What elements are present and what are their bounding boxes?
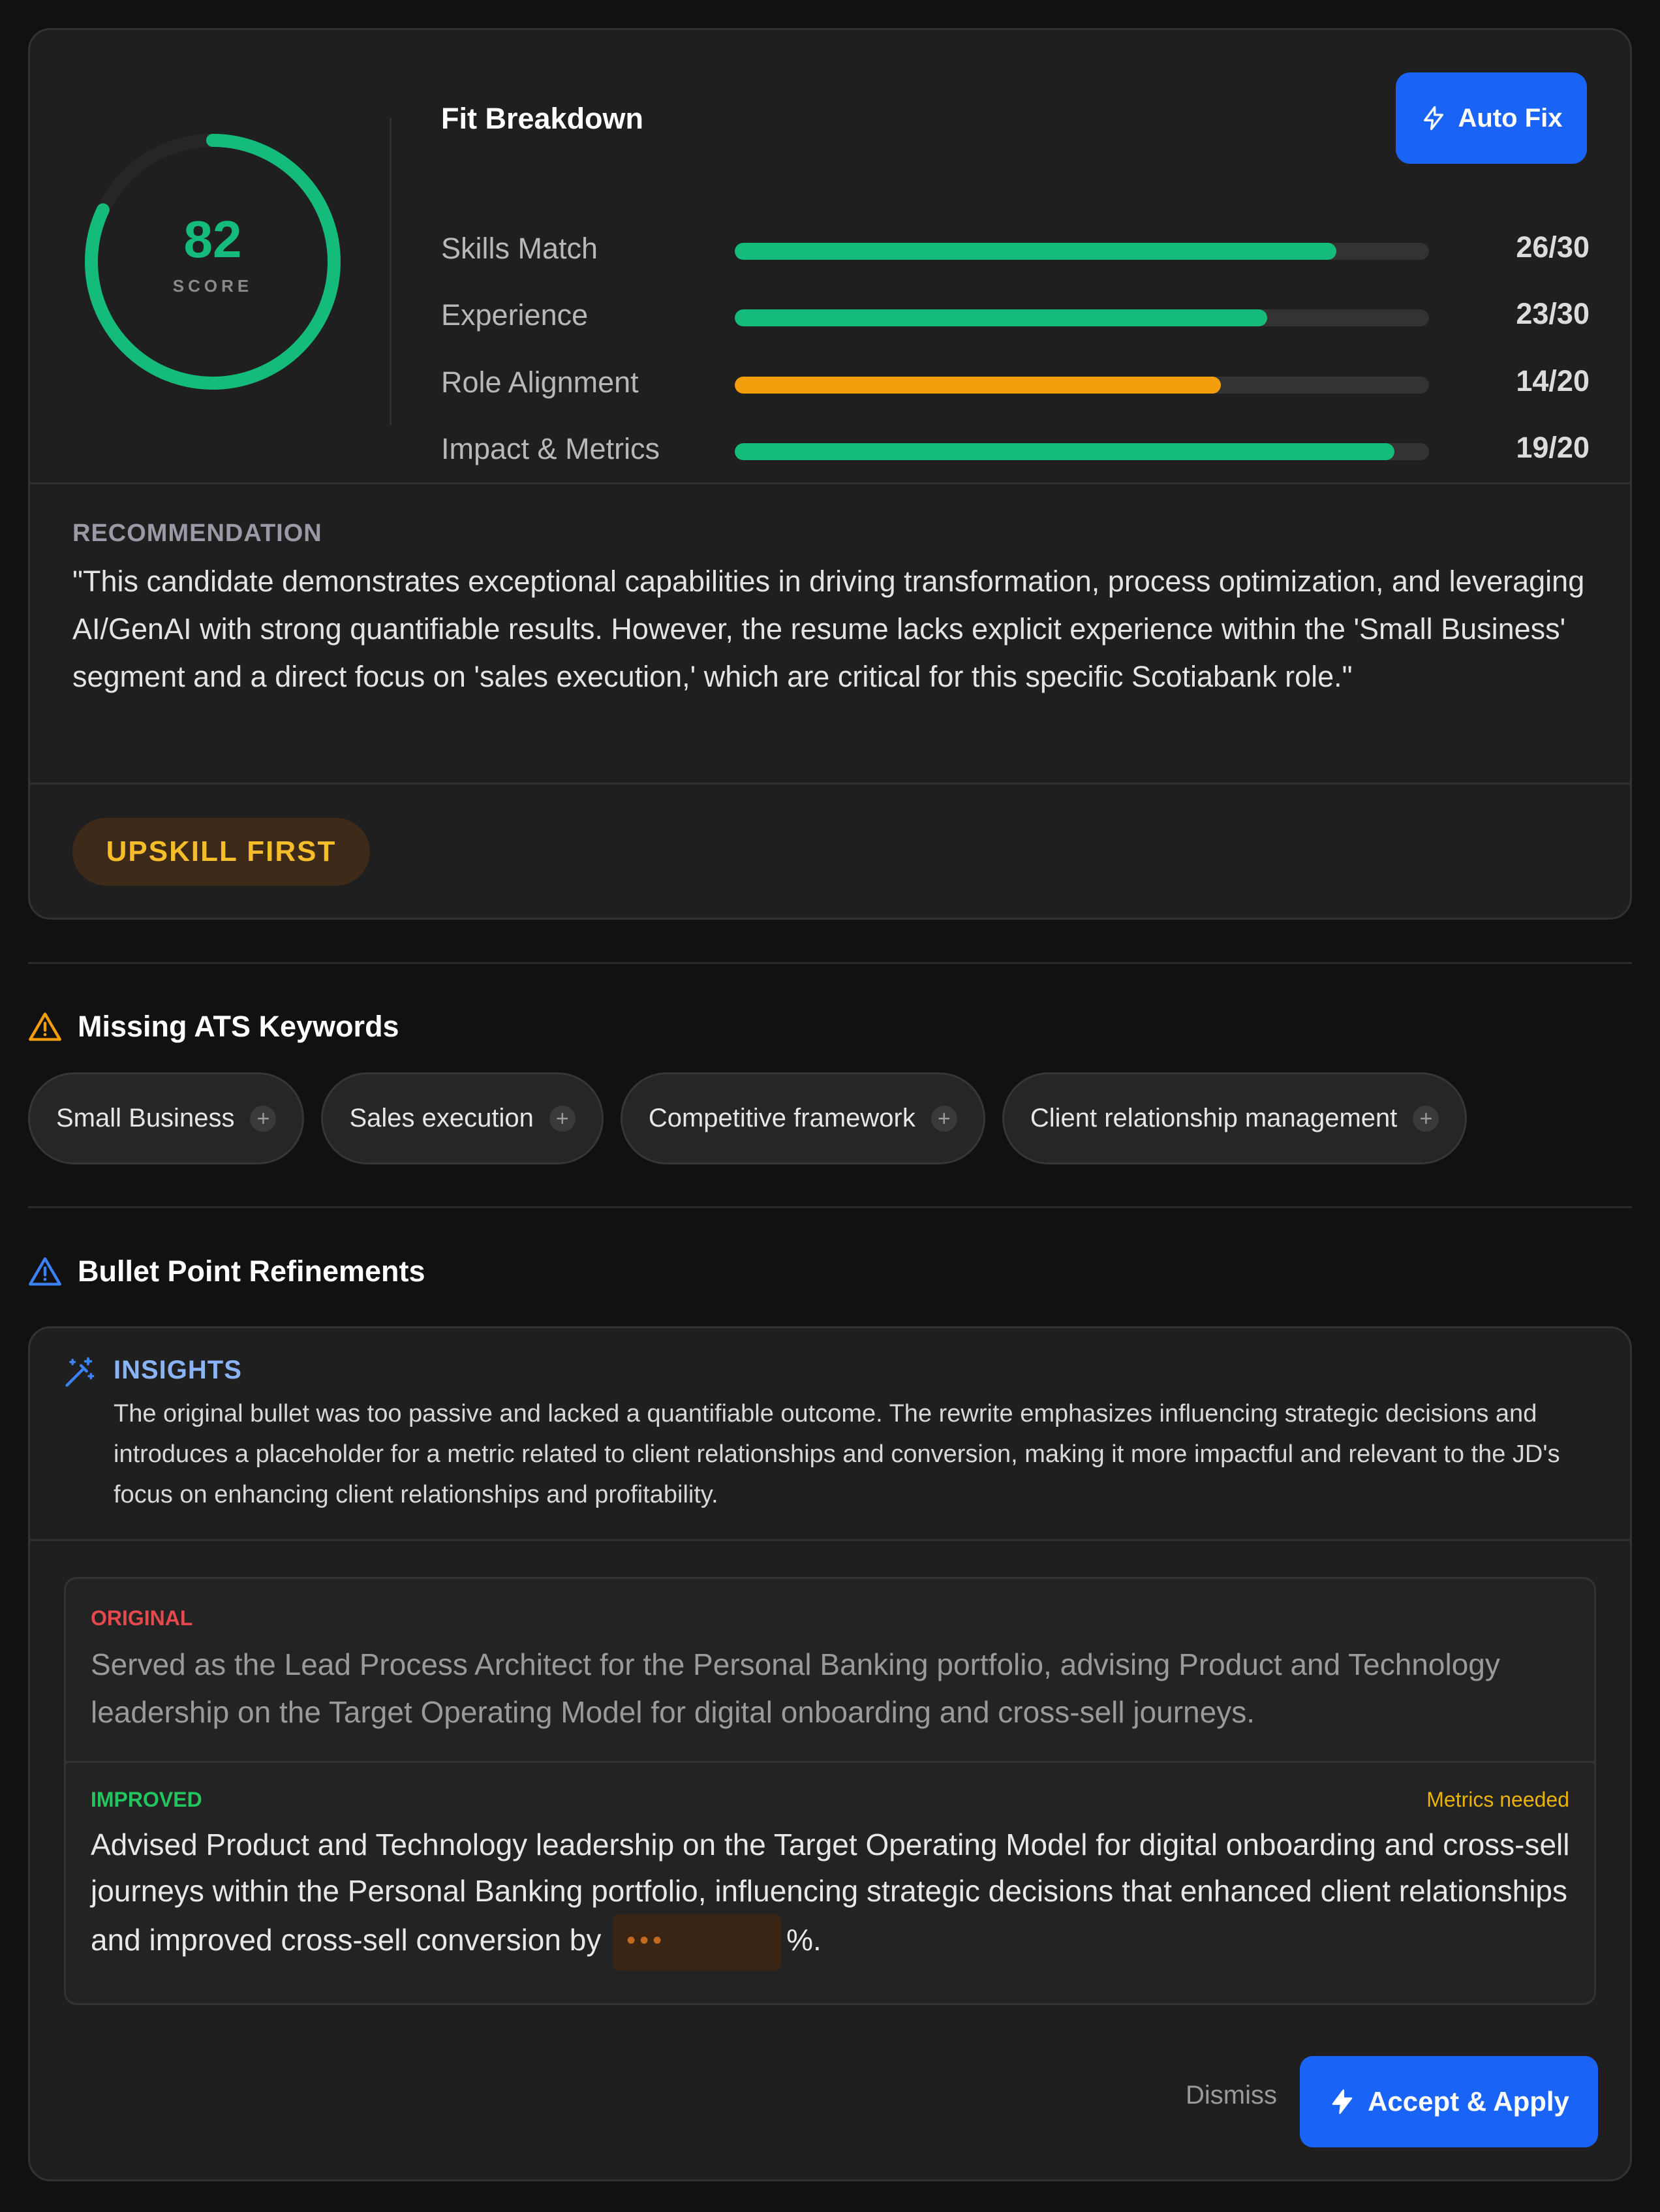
metric-value: 14/20: [1516, 364, 1590, 397]
auto-fix-button[interactable]: [1396, 72, 1587, 164]
recommendation-label: RECOMMENDATION: [72, 520, 322, 547]
keyword-chip-label: Competitive framework: [648, 1104, 915, 1132]
missing-keywords-header: [28, 1007, 399, 1046]
verdict-badge: UPSKILL FIRST: [72, 818, 370, 886]
divider: [30, 783, 1630, 785]
accept-apply-button[interactable]: [1300, 2056, 1598, 2147]
refinement-card: [28, 1326, 1632, 2181]
keyword-chip-label: Small Business: [56, 1104, 235, 1132]
metric-label: Skills Match: [441, 232, 598, 265]
improved-text: Advised Product and Technology leadership on the Target Operating Model for digital onboarding and cross-sell journeys within the Personal Banking portfolio, influencing strategic decisions that enhanced client relationships and improved cross-sell conversion by: [91, 1828, 1570, 1957]
lightning-icon: [1329, 2088, 1356, 2115]
warning-icon: [28, 1256, 62, 1287]
improved-suffix: %.: [786, 1923, 822, 1957]
plus-icon[interactable]: +: [549, 1106, 576, 1132]
original-text: Served as the Lead Process Architect for the Personal Banking portfolio, advising Product and Technology leadership on the Target Operating Model for digital onboarding and cross-sell journeys.: [91, 1647, 1500, 1729]
metric-bar-track: [735, 243, 1429, 260]
metric-bar-fill: [735, 243, 1336, 260]
refinements-title: Bullet Point Refinements: [78, 1254, 425, 1288]
section-divider: [28, 1206, 1632, 1208]
plus-icon[interactable]: +: [1413, 1106, 1439, 1132]
metrics-needed-badge: Metrics needed: [1426, 1788, 1569, 1811]
lightning-icon: [1421, 105, 1447, 131]
score-card: [28, 28, 1632, 920]
metric-placeholder-input[interactable]: •••: [613, 1914, 781, 1971]
keyword-chips: [28, 1072, 1467, 1164]
keyword-chip-label: Client relationship management: [1030, 1104, 1398, 1132]
auto-fix-label: Auto Fix: [1458, 103, 1563, 132]
section-divider: [28, 962, 1632, 964]
score-value: 82: [183, 210, 242, 268]
metric-value: 23/30: [1516, 297, 1590, 330]
metric-label: Experience: [441, 298, 589, 332]
missing-keywords-title: Missing ATS Keywords: [78, 1010, 399, 1043]
metric-bar-fill: [735, 377, 1221, 394]
insights-text: The original bullet was too passive and lacked a quantifiable outcome. The rewrite emphasizes influencing strategic decisions and introduces a placeholder for a metric related to client relationships and conversion, making it more impactful and relevant to the JD's focus on enhancing client relationships and profitability.: [114, 1400, 1560, 1508]
plus-icon[interactable]: +: [931, 1106, 957, 1132]
bullet-comparison: [64, 1577, 1596, 2005]
divider: [30, 482, 1630, 484]
metric-value: 19/20: [1516, 431, 1590, 464]
metric-role-alignment: [441, 363, 1590, 402]
metric-bar-fill: [735, 309, 1267, 326]
insights-label: INSIGHTS: [114, 1356, 242, 1384]
keyword-chip[interactable]: [621, 1072, 985, 1164]
score-label: SCORE: [172, 276, 253, 296]
metric-bar-track: [735, 309, 1429, 326]
improved-text-block: [91, 1822, 1578, 1971]
magic-wand-icon: [63, 1356, 97, 1390]
metric-impact-metrics: [441, 429, 1590, 469]
vertical-divider: [390, 118, 392, 425]
divider: [66, 1761, 1594, 1763]
metric-label: Role Alignment: [441, 366, 639, 399]
improved-label: IMPROVED: [91, 1788, 202, 1811]
fit-breakdown-title: Fit Breakdown: [441, 102, 644, 135]
metric-value: 26/30: [1516, 230, 1590, 264]
metric-experience: [441, 296, 1590, 335]
recommendation-text: "This candidate demonstrates exceptional capabilities in driving transformation, process optimization, and leveraging AI/GenAI with strong quantifiable results. However, the resume lacks explicit experience within the 'Small Business' segment and a direct focus on 'sales execution,' which are critical for this specific Scotiabank role.": [72, 565, 1585, 693]
original-label: ORIGINAL: [91, 1606, 193, 1630]
keyword-chip[interactable]: [28, 1072, 304, 1164]
keyword-chip-label: Sales execution: [349, 1104, 534, 1132]
metric-label: Impact & Metrics: [441, 432, 660, 465]
warning-icon: [28, 1011, 62, 1042]
keyword-chip[interactable]: [1002, 1072, 1468, 1164]
metric-bar-track: [735, 443, 1429, 460]
score-gauge: [76, 125, 350, 399]
refinements-header: [28, 1252, 425, 1291]
dismiss-button[interactable]: Dismiss: [1186, 2081, 1277, 2110]
metric-skills-match: [441, 229, 1590, 268]
keyword-chip[interactable]: [321, 1072, 603, 1164]
plus-icon[interactable]: +: [250, 1106, 276, 1132]
divider: [30, 1539, 1630, 1541]
metric-bar-fill: [735, 443, 1394, 460]
metric-bar-track: [735, 377, 1429, 394]
accept-apply-label: Accept & Apply: [1368, 2086, 1569, 2117]
